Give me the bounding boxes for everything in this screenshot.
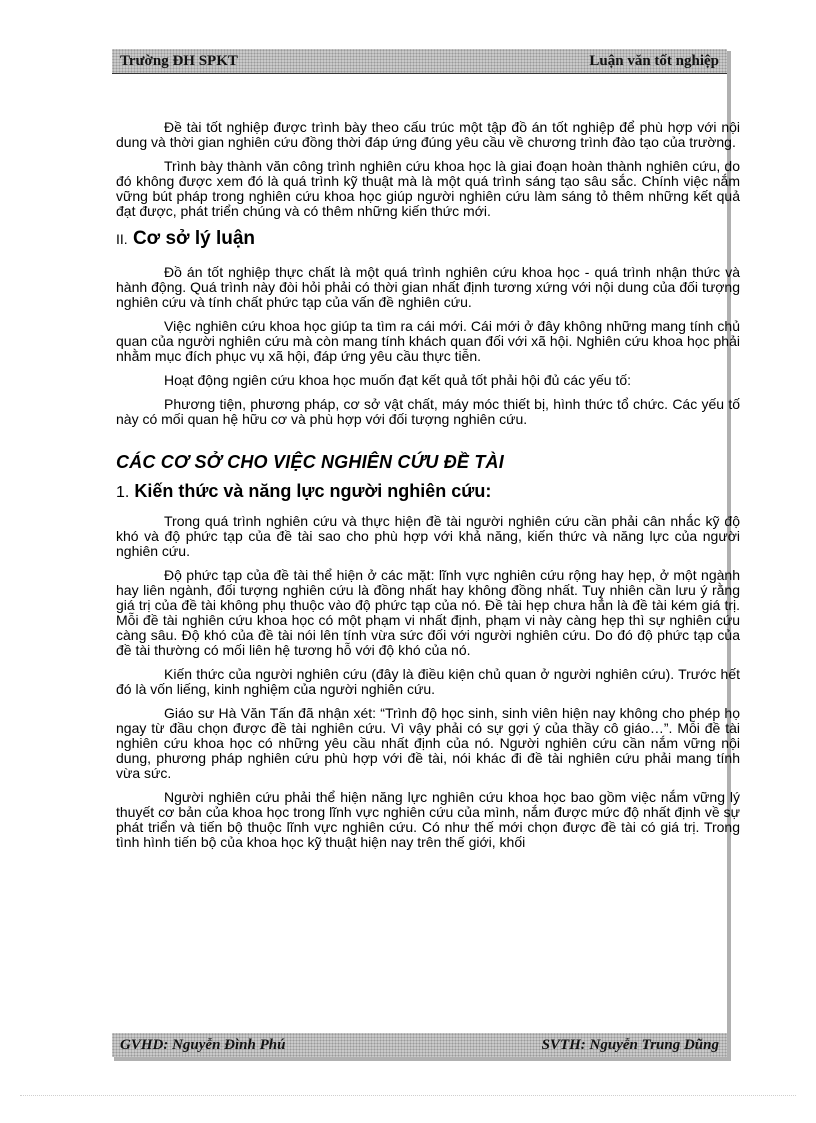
footer-advisor: GVHD: Nguyễn Đình Phú: [120, 1036, 286, 1053]
subsection-1-paragraph-4: Giáo sư Hà Văn Tấn đã nhận xét: “Trình độ học sinh, sinh viên hiện nay không cho phép họ ngay từ đầu chọn được đề tài nghiên cứu. Vì vậy phải có sự gợi ý của thầy cô giáo…”. Mỗi đề tài nghiên cứu khoa học có những yêu cầu nhất định của nó. Người nghiên cứu cần nắm vững nội dung, phương pháp nghiên cứu phù hợp với đề tài, nói khác đi đề tài nghiên cứu phải mang tính vừa sức.: [116, 705, 740, 781]
header-rule: [112, 73, 727, 74]
subsection-1-paragraph-2: Độ phức tạp của đề tài thể hiện ở các mặt: lĩnh vực nghiên cứu rộng hay hẹp, ở một ngành hay liên ngành, đối tượng nghiên cứu là đồng nhất hay không đồng nhất. Tuy nhiên cần lưu ý rằng giá trị của đề tài không phụ thuộc vào độ phức tạp của nó. Đề tài hẹp chưa hẳn là đề tài kém giá trị. Mỗi đề tài nghiên cứu khoa học có một phạm vi nhất định, phạm vi này càng hẹp thì sự nghiên cứu càng sâu. Độ khó của đề tài nói lên tính vừa sức đối với người nghiên cứu. Do đó độ phức tạp của đề tài thường có mối liên hệ tương hỗ với độ khó của nó.: [116, 567, 740, 658]
section-2-title: Cơ sở lý luận: [132, 228, 255, 249]
section-2-number: II.: [116, 231, 128, 247]
subsection-1-paragraph-5: Người nghiên cứu phải thể hiện năng lực nghiên cứu khoa học bao gồm việc nắm vững lý thuyết cơ bản của khoa học trong lĩnh vực nghiên cứu của mình, nắm được mức độ nhất định về sự phát triển và tiến bộ thuộc lĩnh vực nghiên cứu. Có như thế mới chọn được đề tài có giá trị. Trong tình hình tiến bộ của khoa học kỹ thuật hiện nay trên thế giới, khối: [116, 789, 740, 850]
section-2-paragraph-1: Đồ án tốt nghiệp thực chất là một quá trình nghiên cứu khoa học - quá trình nhận thức và hành động. Quá trình này đòi hỏi phải có thời gian nhất định tương xứng với nội dung của đối tượng nghiên cứu và tính chất phức tạp của vấn đề nghiên cứu.: [116, 264, 740, 310]
header-doc-type: Luận văn tốt nghiệp: [589, 52, 719, 69]
page-content: [116, 120, 740, 859]
page-footer: [112, 1033, 727, 1057]
intro-paragraph-1: Đề tài tốt nghiệp được trình bày theo cấu trúc một tập đồ án tốt nghiệp để phù hợp với nội dung và thời gian nghiên cứu đồng thời đáp ứng đúng yêu cầu về chương trình đào tạo của trường.: [116, 119, 740, 150]
subsection-1-title: Kiến thức và năng lực người nghiên cứu:: [134, 481, 492, 501]
subsection-1-paragraph-3: Kiến thức của người nghiên cứu (đây là điều kiện chủ quan ở người nghiên cứu). Trước hết đó là vốn liếng, kinh nghiệm của người nghiên cứu.: [116, 666, 740, 697]
section-2-paragraph-2: Việc nghiên cứu khoa học giúp ta tìm ra cái mới. Cái mới ở đây không những mang tính chủ quan của người nghiên cứu mà còn mang tính khách quan đối với xã hội. Nghiên cứu khoa học phải nhằm mục đích phục vụ xã hội, đáp ứng yêu cầu thực tiễn.: [116, 318, 740, 364]
header-school: Trường ĐH SPKT: [120, 52, 238, 69]
subsection-1-heading: [116, 481, 740, 501]
section-2-paragraph-3: Hoạt động ngiên cứu khoa học muốn đạt kết quả tốt phải hội đủ các yếu tố:: [164, 372, 632, 388]
subsection-1-paragraph-1: Trong quá trình nghiên cứu và thực hiện đề tài người nghiên cứu cần phải cân nhắc kỹ độ khó và độ phức tạp của đề tài sao cho phù hợp với khả năng, kiến thức và năng lực của người nghiên cứu.: [116, 513, 740, 559]
section-2-paragraph-4: Phương tiện, phương pháp, cơ sở vật chất, máy móc thiết bị, hình thức tổ chức. Các yếu tố này có mối quan hệ hữu cơ và phù hợp với đối tượng nghiên cứu.: [116, 396, 740, 427]
bottom-dotted-line: [20, 1095, 796, 1096]
footer-shadow-bottom: [114, 1057, 731, 1061]
footer-student: SVTH: Nguyễn Trung Dũng: [541, 1036, 719, 1053]
part-heading: CÁC CƠ SỞ CHO VIỆC NGHIÊN CỨU ĐỀ TÀI: [116, 452, 504, 472]
subsection-1-number: 1.: [116, 484, 130, 501]
section-2-heading: [116, 228, 740, 249]
page-header: [112, 49, 727, 73]
intro-paragraph-2: Trình bày thành văn công trình nghiên cứu khoa học là giai đoạn hoàn thành nghiên cứu, do đó không được xem đó là quá trình kỹ thuật mà là một quá trình sáng tạo sâu sắc. Chính việc nắm vững bút pháp trong nghiên cứu khoa học giúp người nghiên cứu làm sáng tỏ thêm những kết quả đạt được, phát triển chúng và có thêm những kiến thức mới.: [116, 158, 740, 219]
